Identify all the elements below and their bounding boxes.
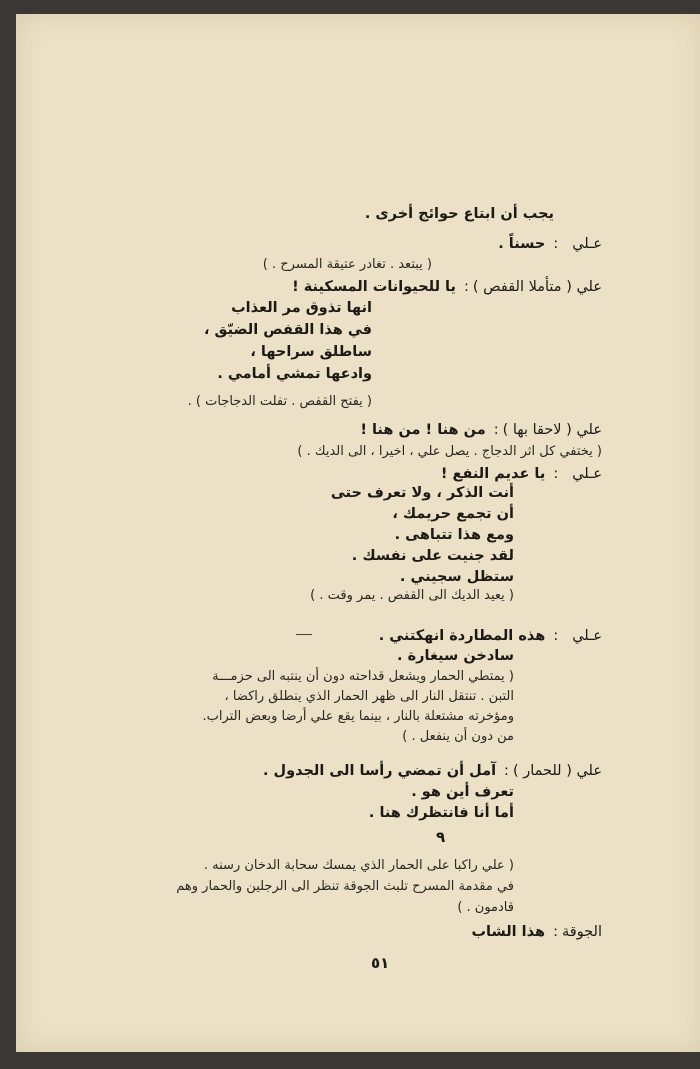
dialogue-line: عـلي:حسناً . <box>498 236 602 252</box>
speaker-label: عـلي <box>572 466 602 482</box>
dialogue-line: الجوقة:هذا الشاب <box>471 924 602 940</box>
dialogue-text: حسناً . <box>498 236 546 252</box>
dialogue-text: آمل أن تمضي رأسا الى الجدول . <box>262 763 497 779</box>
dialogue-text: من هنا ! من هنا ! <box>360 422 486 438</box>
dialogue-line: عـلي:هذه المطاردة انهكتني . <box>378 628 602 644</box>
dialogue-line: علي ( متأملا القفص ):يا للحيوانات المسكينة ! <box>292 279 602 295</box>
speaker-label: علي ( متأملا القفص ) <box>472 279 602 295</box>
dialogue-line: علي ( للحمار ):آمل أن تمضي رأسا الى الجدول . <box>262 763 602 779</box>
book-page <box>16 14 700 1052</box>
dialogue-text: هذه المطاردة انهكتني . <box>378 628 546 644</box>
stage-direction: التبن . تنتقل النار الى ظهر الحمار الذي ينطلق راكضا ، <box>224 689 514 704</box>
verse-line: تعرف أين هو . <box>411 784 514 800</box>
verse-line: أنت الذكر ، ولا تعرف حتى <box>330 485 514 501</box>
stage-direction: ( يمتطي الحمار ويشعل قداحته دون أن ينتبه الى حزمـــة <box>212 669 514 684</box>
text-line: يجب أن ابتاع حوائج أخرى . <box>364 206 554 222</box>
stage-direction: ( يختفي كل اثر الدجاج . يصل علي ، اخيرا ، الى الديك . ) <box>297 444 602 459</box>
stage-direction: قادمون . ) <box>457 900 514 915</box>
stage-direction: ( يعيد الديك الى القفص . يمر وقت . ) <box>310 588 514 603</box>
speaker-label: عـلي <box>572 236 602 252</box>
verse-line: أما أنا فانتظرك هنا . <box>368 805 514 821</box>
section-number: ٩ <box>436 828 446 846</box>
stage-direction: في مقدمة المسرح تلبث الجوقة تنظر الى الرجلين والحمار وهم <box>176 879 514 894</box>
verse-line: وادعها تمشي أمامي . <box>217 366 372 382</box>
dialogue-text: يا للحيوانات المسكينة ! <box>292 279 456 295</box>
dialogue-text: يا عديم النفع ! <box>440 466 546 482</box>
speaker-label: علي ( للحمار ) <box>512 763 602 779</box>
verse-line: أن تجمع حريمك ، <box>392 506 514 522</box>
verse-line: ستظل سجيني . <box>399 569 514 585</box>
verse-line: ساطلق سراحها ، <box>250 344 372 360</box>
speaker-label: علي ( لاحقا بها ) <box>502 422 602 438</box>
verse-line: في هذا القفص الضيّق ، <box>203 322 372 338</box>
stage-direction: من دون أن ينفعل . ) <box>402 729 514 744</box>
stage-direction: ومؤخرته مشتعلة بالنار ، بينما يقع علي أرضا وبعض التراب. <box>202 709 514 724</box>
verse-line: انها تذوق مر العذاب <box>231 300 372 316</box>
page-number: ٥١ <box>371 954 390 972</box>
speaker-label: عـلي <box>572 628 602 644</box>
verse-line: سادخن سيغارة . <box>397 648 514 664</box>
verse-line: ومع هذا تتباهى . <box>394 527 514 543</box>
stage-direction: ( علي راكبا على الحمار الذي يمسك سحابة الدخان رسنه . <box>203 858 514 873</box>
dialogue-line: عـلي:يا عديم النفع ! <box>440 466 602 482</box>
verse-line: لقد جنيت على نفسك . <box>351 548 514 564</box>
dash-mark <box>296 634 312 635</box>
stage-direction: ( يفتح القفص . تفلت الدجاجات ) . <box>187 394 372 409</box>
speaker-label: الجوقة <box>561 924 602 940</box>
dialogue-text: هذا الشاب <box>471 924 546 940</box>
dialogue-line: علي ( لاحقا بها ):من هنا ! من هنا ! <box>360 422 602 438</box>
stage-direction: ( يبتعد . تغادر عتيقة المسرح . ) <box>262 257 432 272</box>
